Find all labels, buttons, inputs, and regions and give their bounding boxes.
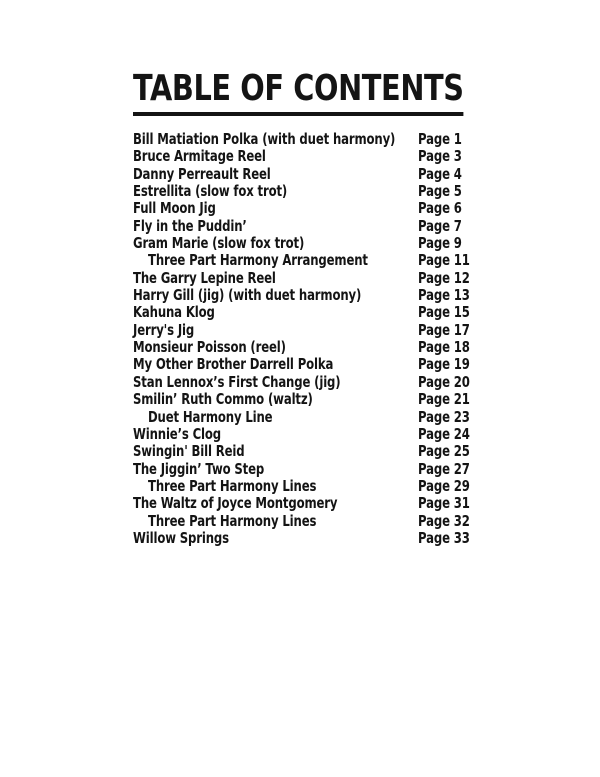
toc-entry-title: Monsieur Poisson (reel) [133, 338, 286, 357]
toc-entry-page: Page 1 [418, 130, 462, 148]
toc-entry-title: The Garry Lepine Reel [133, 268, 276, 287]
toc-entry-title: Three Part Harmony Arrangement [148, 251, 368, 270]
toc-entry-title: Duet Harmony Line [148, 407, 273, 426]
toc-entry-page: Page 12 [418, 268, 470, 287]
toc-entry-page: Page 4 [418, 164, 462, 183]
toc-row [133, 461, 553, 478]
toc-row [133, 166, 553, 183]
toc-entry-title: Smilin’ Ruth Commo (waltz) [133, 390, 313, 409]
toc-entry-page: Page 15 [418, 303, 470, 322]
toc-entry-title: The Waltz of Joyce Montgomery [133, 494, 338, 513]
toc-row [133, 287, 553, 304]
toc-row [133, 148, 553, 165]
toc-row [133, 443, 553, 460]
toc-entry-title: Kahuna Klog [133, 303, 215, 322]
toc-entry-page: Page 19 [418, 355, 470, 374]
toc-entry-page: Page 13 [418, 286, 470, 305]
toc-row [133, 478, 553, 495]
toc-row [133, 270, 553, 287]
toc-entry-page: Page 32 [418, 511, 470, 530]
toc-row [133, 530, 553, 547]
toc-entry-title: Bruce Armitage Reel [133, 147, 266, 166]
toc-entry-page: Page 6 [418, 199, 462, 218]
toc-entry-title: Full Moon Jig [133, 199, 216, 218]
toc-entry-page: Page 25 [418, 442, 470, 461]
toc-entry-page: Page 17 [418, 320, 470, 339]
toc-row [133, 513, 553, 530]
toc-entry-title: Swingin' Bill Reid [133, 442, 245, 461]
toc-entry-title: Willow Springs [133, 528, 229, 547]
toc-row [133, 391, 553, 408]
toc-entry-page: Page 11 [418, 251, 470, 270]
toc-entry-title: Danny Perreault Reel [133, 164, 271, 183]
toc-entry-title: Harry Gill (jig) (with duet harmony) [133, 286, 362, 305]
toc-row [133, 218, 553, 235]
toc-row [133, 183, 553, 200]
toc-entry-title: Three Part Harmony Lines [148, 476, 317, 495]
toc-entry-title: Stan Lennox’s First Change (jig) [133, 372, 341, 391]
toc-row [133, 356, 553, 373]
toc-entry-page: Page 3 [418, 147, 462, 166]
toc-row [133, 426, 553, 443]
toc-row [133, 304, 553, 321]
toc-list [133, 131, 553, 547]
page-title: TABLE OF CONTENTS [133, 71, 464, 116]
toc-row [133, 409, 553, 426]
toc-row [133, 252, 553, 269]
toc-entry-page: Page 20 [418, 372, 470, 391]
toc-entry-title: Bill Matiation Polka (with duet harmony) [133, 130, 396, 148]
toc-entry-title: Fly in the Puddin’ [133, 216, 247, 235]
toc-entry-page: Page 24 [418, 424, 470, 443]
toc-row [133, 200, 553, 217]
toc-row [133, 322, 553, 339]
toc-row [133, 235, 553, 252]
toc-entry-title: My Other Brother Darrell Polka [133, 355, 334, 374]
toc-entry-title: Gram Marie (slow fox trot) [133, 234, 305, 253]
toc-row [133, 339, 553, 356]
toc-entry-title: Jerry's Jig [133, 320, 195, 339]
toc-entry-page: Page 31 [418, 494, 470, 513]
toc-entry-page: Page 27 [418, 459, 470, 478]
toc-entry-title: Three Part Harmony Lines [148, 511, 317, 530]
toc-entry-page: Page 21 [418, 390, 470, 409]
toc-entry-title: The Jiggin’ Two Step [133, 459, 265, 478]
toc-entry-page: Page 9 [418, 234, 462, 253]
toc-row [133, 374, 553, 391]
toc-row [133, 495, 553, 512]
toc-entry-page: Page 23 [418, 407, 470, 426]
toc-row [133, 131, 553, 148]
toc-entry-page: Page 33 [418, 528, 470, 547]
toc-entry-page: Page 18 [418, 338, 470, 357]
toc-entry-page: Page 29 [418, 476, 470, 495]
toc-entry-page: Page 7 [418, 216, 462, 235]
toc-entry-title: Winnie’s Clog [133, 424, 221, 443]
toc-entry-title: Estrellita (slow fox trot) [133, 182, 288, 201]
toc-entry-page: Page 5 [418, 182, 462, 201]
